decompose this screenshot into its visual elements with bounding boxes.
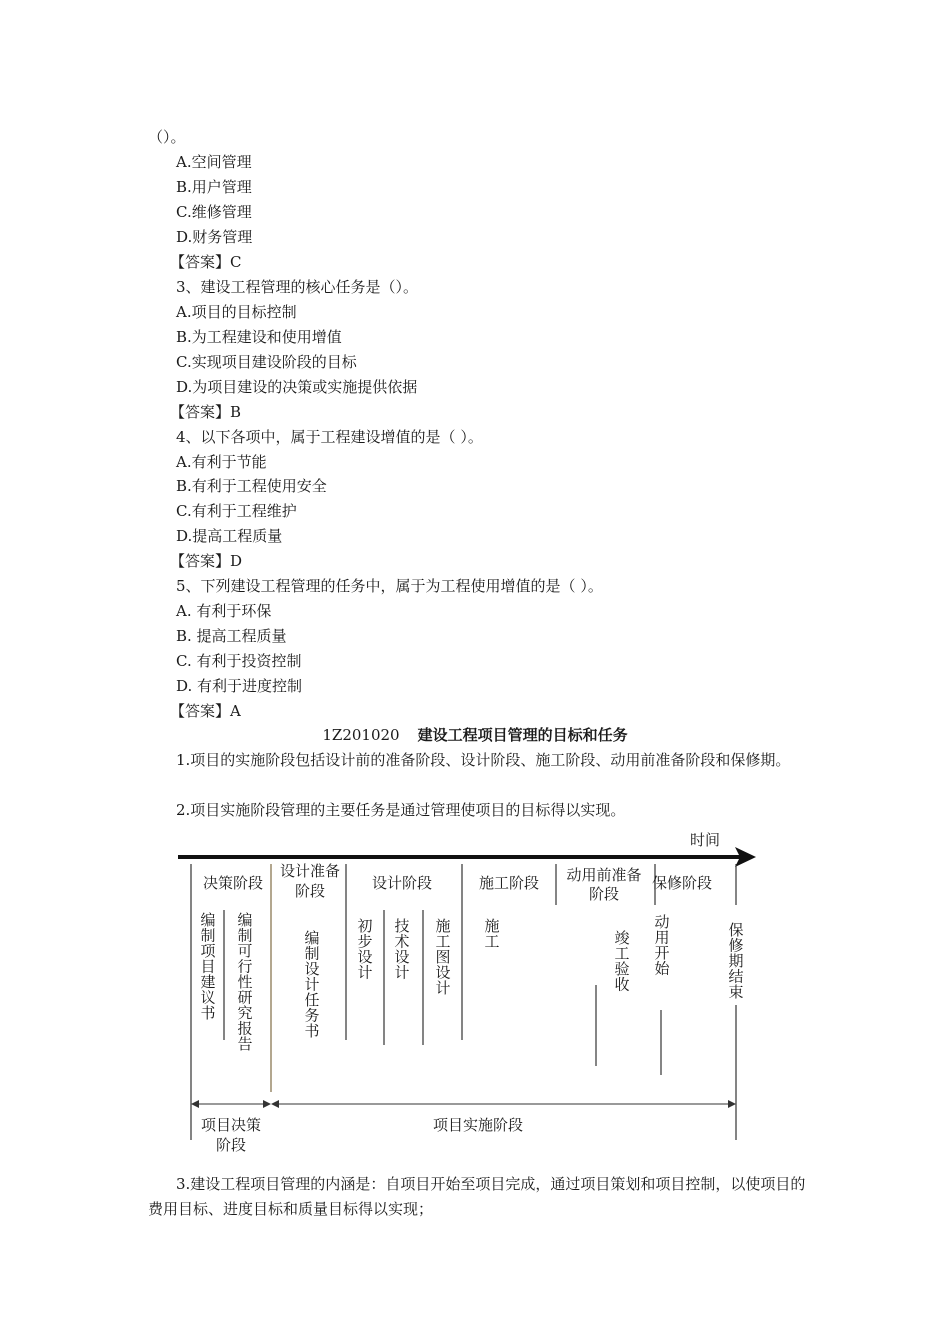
paragraph-1: 1.项目的实施阶段包括设计前的准备阶段、设计阶段、施工阶段、动用前准备阶段和保修期。 (176, 751, 791, 769)
q3-option-d: D.为项目建设的决策或实施提供依据 (176, 378, 418, 396)
bottom-label-decision-2: 阶段 (215, 1136, 247, 1154)
task-project-proposal: 编制项目建议书 (200, 911, 216, 1022)
q5-option-d: D. 有利于进度控制 (176, 677, 303, 695)
phase-label-design-prep-2: 阶段 (294, 882, 326, 900)
phase-label-pre-use-2: 阶段 (588, 885, 620, 903)
q2-stem-tail: （）。 (148, 128, 186, 146)
q5-stem: 5、下列建设工程管理的任务中，属于为工程使用增值的是（ ）。 (176, 577, 603, 595)
phase-label-design: 设计阶段 (371, 874, 433, 892)
q5-option-b: B. 提高工程质量 (176, 627, 287, 645)
q3-stem: 3、建设工程管理的核心任务是（）。 (176, 278, 419, 296)
q4-answer: 【答案】D (170, 552, 243, 570)
phase-label-construction: 施工阶段 (478, 874, 540, 892)
phase-label-decision: 决策阶段 (202, 874, 264, 892)
q3-option-c: C.实现项目建设阶段的目标 (176, 353, 357, 371)
q3-option-a: A.项目的目标控制 (176, 303, 297, 321)
q2-option-a: A.空间管理 (176, 153, 252, 171)
task-design-brief: 编制设计任务书 (304, 929, 320, 1040)
paragraph-3: 3.建设工程项目管理的内涵是：自项目开始至项目完成，通过项目策划和项目控制，以使项目的费用目标、进度目标和质量目标得以实现； (148, 1175, 806, 1218)
task-feasibility-report: 编制可行性研究报告 (237, 911, 253, 1053)
q2-option-c: C.维修管理 (176, 203, 252, 221)
task-technical-design: 技术设计 (394, 917, 410, 982)
q5-option-a: A. 有利于环保 (176, 602, 272, 620)
phase-label-warranty: 保修阶段 (651, 874, 713, 892)
q4-stem: 4、以下各项中，属于工程建设增值的是（ ）。 (176, 428, 483, 446)
task-warranty-end: 保修期结束 (728, 921, 744, 1001)
q3-answer: 【答案】B (170, 403, 242, 421)
task-construction-drawings: 施工图设计 (435, 917, 451, 997)
q4-option-b: B.有利于工程使用安全 (176, 477, 327, 495)
q3-option-b: B.为工程建设和使用增值 (176, 328, 342, 346)
decision-range-arrow-right (263, 1100, 271, 1108)
decision-range-arrow-left (191, 1100, 199, 1108)
q2-option-d: D.财务管理 (176, 228, 253, 246)
task-use-start: 动用开始 (654, 913, 670, 978)
q4-option-a: A.有利于节能 (176, 453, 267, 471)
section-title-text: 建设工程项目管理的目标和任务 (417, 726, 628, 744)
section-code: 1Z201020 (322, 726, 400, 744)
implementation-range-arrow-right (728, 1100, 736, 1108)
task-construction: 施工 (484, 917, 500, 951)
q2-answer: 【答案】C (170, 253, 242, 271)
q5-option-c: C. 有利于投资控制 (176, 652, 302, 670)
bottom-label-implementation: 项目实施阶段 (432, 1116, 524, 1134)
phase-label-pre-use: 动用前准备 (566, 866, 642, 884)
q4-option-c: C.有利于工程维护 (176, 502, 297, 520)
bottom-label-decision: 项目决策 (200, 1116, 262, 1134)
paragraph-2: 2.项目实施阶段管理的主要任务是通过管理使项目的目标得以实现。 (176, 801, 626, 819)
q2-option-b: B.用户管理 (176, 178, 252, 196)
q5-answer: 【答案】A (170, 702, 241, 720)
implementation-range-arrow-left (271, 1100, 279, 1108)
task-preliminary-design: 初步设计 (357, 917, 373, 982)
time-label: 时间 (690, 831, 721, 849)
q4-option-d: D.提高工程质量 (176, 527, 283, 545)
task-completion-acceptance: 竣工验收 (614, 929, 630, 994)
phase-label-design-prep: 设计准备 (279, 862, 341, 880)
